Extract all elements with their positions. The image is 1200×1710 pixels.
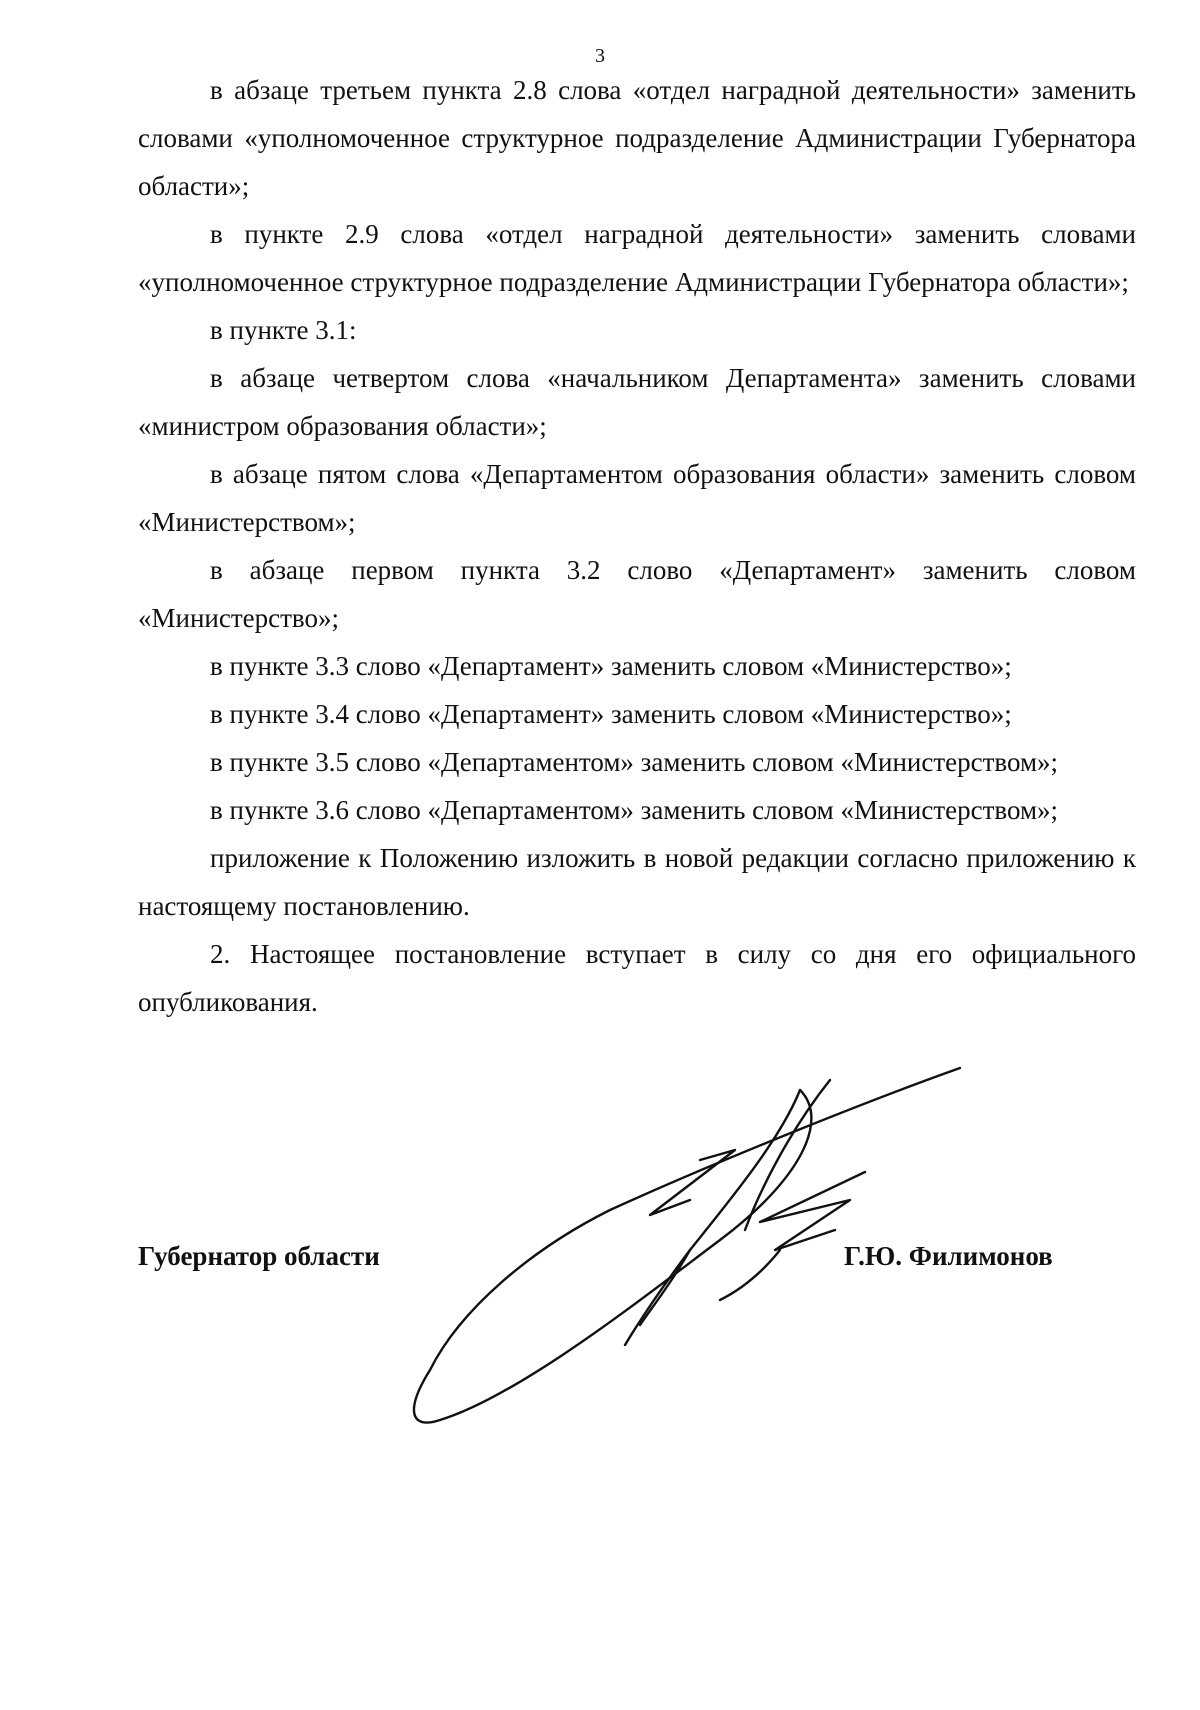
paragraph: в пункте 2.9 слова «отдел наградной деятельности» заменить словами «уполномоченное структурное подразделение Администрации Губернатора области»;: [138, 219, 1136, 297]
paragraph: в пункте 3.1:: [210, 315, 357, 345]
paragraph: приложение к Положению изложить в новой редакции согласно приложению к настоящему постановлению.: [138, 843, 1136, 921]
paragraph: в пункте 3.6 слово «Департаментом» заменить словом «Министерством»;: [210, 795, 1059, 825]
paragraph: в пункте 3.3 слово «Департамент» заменить словом «Министерство»;: [210, 651, 1012, 681]
signatory-title: Губернатор области: [138, 1241, 380, 1271]
paragraph: 2. Настоящее постановление вступает в силу со дня его официального опубликования.: [138, 939, 1136, 1017]
paragraph: в абзаце четвертом слова «начальником Департамента» заменить словами «министром образования области»;: [138, 363, 1136, 441]
page-number: 3: [595, 45, 605, 67]
document-body: [138, 66, 1136, 1026]
paragraph: в абзаце третьем пункта 2.8 слова «отдел наградной деятельности» заменить словами «уполномоченное структурное подразделение Администрации Губернатора области»;: [138, 75, 1136, 201]
paragraph: в пункте 3.4 слово «Департамент» заменить словом «Министерство»;: [210, 699, 1012, 729]
paragraph: в абзаце первом пункта 3.2 слово «Департамент» заменить словом «Министерство»;: [138, 555, 1136, 633]
paragraph: в абзаце пятом слова «Департаментом образования области» заменить словом «Министерством»;: [138, 459, 1136, 537]
paragraph: в пункте 3.5 слово «Департаментом» заменить словом «Министерством»;: [210, 747, 1059, 777]
signatory-name: Г.Ю. Филимонов: [844, 1241, 1053, 1271]
signature-block: [138, 1236, 1136, 1276]
